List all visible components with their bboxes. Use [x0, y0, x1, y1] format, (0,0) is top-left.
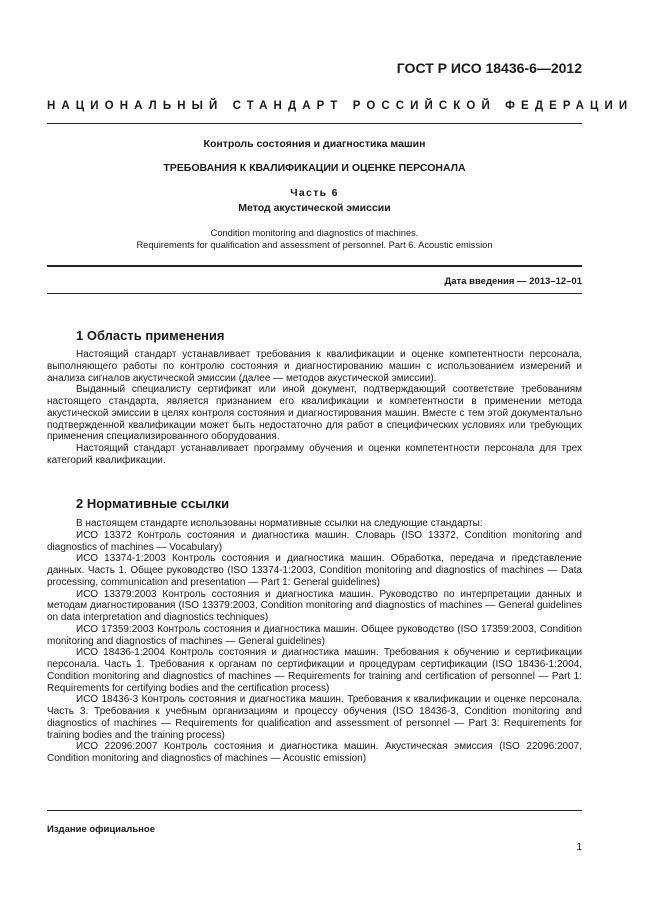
- date-rule: [47, 293, 582, 294]
- series-title: Контроль состояния и диагностика машин: [203, 138, 426, 150]
- reference-item: ИСО 18436-3 Контроль состояния и диагностика машин. Требования к квалификации и оценке персонала. Часть 3. Требования к учебным организациям и процессу обучения (ISO 18436-3, Condition monitoring and diagnostics of machines — Requirements for qualification and assessment of personnel — Part 3: Requirements for training bodies and the training process): [47, 694, 582, 741]
- paragraph: Выданный специалисту сертификат или иной документ, подтверждающий соответствие требованиям настоящего стандарта, является признанием его квалификации и компетентности в применении метода акустической эмиссии в целях контроля состояния и диагностирования машин. Вместе с тем этой документально подтвержденной квалификации может быть недостаточно для работ в специфических условиях или требующих применения специализированного оборудования.: [47, 384, 582, 443]
- paragraph: В настоящем стандарте использованы нормативные ссылки на следующие стандарты:: [76, 518, 483, 529]
- section-2-heading: 2 Нормативные ссылки: [76, 496, 230, 511]
- english-title-line-2: Requirements for qualification and assessment of personnel. Part 6. Acoustic emission: [136, 240, 493, 250]
- reference-item: ИСО 22096:2007 Контроль состояния и диагностика машин. Акустическая эмиссия (ISO 22096:2007, Condition monitoring and diagnostics of machines — Acoustic emission): [47, 741, 582, 764]
- part-number: Часть 6: [290, 187, 339, 199]
- reference-item: ИСО 13374-1:2003 Контроль состояния и диагностика машин. Обработка, передача и представление данных. Часть 1. Общее руководство (ISO 13374-1:2003, Condition monitoring and diagnostics of machines — Data processing, communication and presentation — Part 1: General guidelines): [47, 553, 582, 588]
- header-rule: [47, 123, 582, 124]
- reference-item: ИСО 18436-1:2004 Контроль состояния и диагностика машин. Требования к обучению и сертификации персонала. Часть 1. Требования к органам по сертификации и процедурам сертификации (ISO 18436-1:2004, Condition monitoring and diagnostics of machines — Requirements for training and certification of personnel — Part 1: Requirements for certifying bodies and the certification process): [47, 647, 582, 694]
- document-title: ТРЕБОВАНИЯ К КВАЛИФИКАЦИИ И ОЦЕНКЕ ПЕРСОНАЛА: [163, 162, 466, 174]
- reference-item: ИСО 13379:2003 Контроль состояния и диагностика машин. Руководство по интерпретации данных и методам диагностирования (ISO 13379:2003, Condition monitoring and diagnostics of machines — General guidelines on data interpretation and diagnostics techniques): [47, 588, 582, 623]
- page-number: 1: [576, 842, 582, 853]
- section-1-heading: 1 Область применения: [76, 328, 225, 343]
- part-title: Метод акустической эмиссии: [238, 202, 391, 214]
- paragraph: Настоящий стандарт устанавливает программу обучения и оценки компетентности персонала для трех категорий квалификации.: [47, 443, 582, 466]
- footer-rule: [47, 810, 582, 811]
- effective-date: Дата введения — 2013–12–01: [444, 276, 582, 287]
- title-rule: [47, 265, 582, 267]
- standard-code: ГОСТ Р ИСО 18436-6—2012: [396, 60, 582, 76]
- english-title-line-1: Condition monitoring and diagnostics of machines.: [210, 228, 419, 238]
- section-1-body: [47, 349, 582, 467]
- reference-item: ИСО 13372 Контроль состояния и диагностика машин. Словарь (ISO 13372, Condition monitoring and diagnostics of machines — Vocabulary): [47, 529, 582, 553]
- national-standard-banner: НАЦИОНАЛЬНЫЙ СТАНДАРТ РОССИЙСКОЙ ФЕДЕРАЦИИ: [47, 100, 634, 112]
- english-title: [47, 227, 582, 251]
- paragraph: Настоящий стандарт устанавливает требования к квалификации и оценке компетентности персонала, выполняющего работы по контролю состояния и диагностированию машин с использованием измерений и анализа сигналов акустической эмиссии (далее — методов акустической эмиссии).: [47, 349, 582, 384]
- edition-note: Издание официальное: [47, 824, 155, 835]
- reference-item: ИСО 17359:2003 Контроль состояния и диагностика машин. Общее руководство (ISO 17359:2003, Condition monitoring and diagnostics of machines — General guidelines): [47, 623, 582, 647]
- section-2-body: [47, 518, 582, 765]
